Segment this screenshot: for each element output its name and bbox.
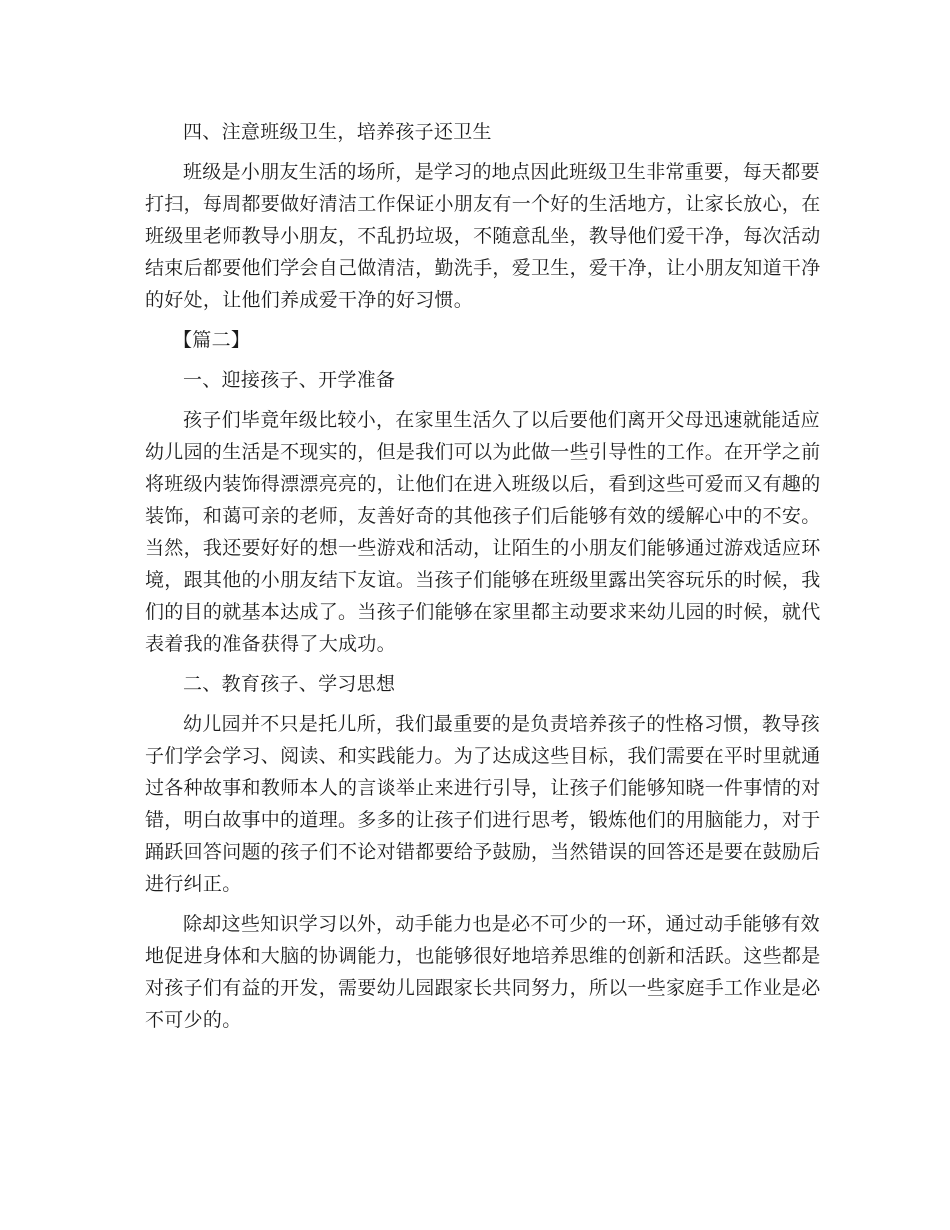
text-line: 错，明白故事中的道理。多多的让孩子们进行思考，锻炼他们的用脑能力，对于 bbox=[145, 809, 821, 831]
section-heading bbox=[145, 116, 805, 156]
text-line: 四、注意班级卫生，培养孩子还卫生 bbox=[183, 121, 492, 143]
paragraph-gap bbox=[145, 900, 805, 908]
text-line: 当然，我还要好好的想一些游戏和活动，让陌生的小朋友们能够通过游戏适应环 bbox=[145, 537, 821, 559]
text-line: 不可少的。 bbox=[145, 1009, 242, 1031]
paragraph bbox=[145, 156, 821, 324]
section-marker bbox=[145, 324, 805, 364]
text-line: 进行纠正。 bbox=[145, 873, 242, 895]
text-line: 打扫，每周都要做好清洁工作保证小朋友有一个好的生活地方，让家长放心，在 bbox=[145, 193, 821, 215]
text-line: 的好处，让他们养成爱干净的好习惯。 bbox=[145, 289, 474, 311]
text-line: 班级里老师教导小朋友，不乱扔垃圾，不随意乱坐，教导他们爱干净，每次活动 bbox=[145, 225, 821, 247]
text-line: 们的目的就基本达成了。当孩子们能够在家里都主动要求来幼儿园的时候，就代 bbox=[145, 601, 821, 623]
paragraph-gap bbox=[145, 396, 805, 404]
paragraph bbox=[145, 708, 821, 908]
text-line: 装饰，和蔼可亲的老师，友善好奇的其他孩子们后能够有效的缓解心中的不安。 bbox=[145, 505, 821, 527]
paragraph-gap bbox=[145, 356, 805, 364]
section-heading bbox=[145, 668, 805, 708]
paragraph-gap bbox=[145, 316, 805, 324]
text-line: 班级是小朋友生活的场所，是学习的地点因此班级卫生非常重要，每天都要 bbox=[183, 161, 820, 183]
text-line: 表着我的准备获得了大成功。 bbox=[145, 633, 396, 655]
text-line: 除却这些知识学习以外，动手能力也是必不可少的一环，通过动手能够有效 bbox=[183, 913, 820, 935]
paragraph-gap bbox=[145, 148, 805, 156]
text-line: 一、迎接孩子、开学准备 bbox=[183, 369, 396, 391]
text-line: 幼儿园并不只是托儿所，我们最重要的是负责培养孩子的性格习惯，教导孩 bbox=[183, 713, 820, 735]
text-line: 孩子们毕竟年级比较小，在家里生活久了以后要他们离开父母迅速就能适应 bbox=[183, 409, 820, 431]
text-line: 结束后都要他们学会自己做清洁，勤洗手，爱卫生，爱干净，让小朋友知道干净 bbox=[145, 257, 821, 279]
text-line: 踊跃回答问题的孩子们不论对错都要给予鼓励，当然错误的回答还是要在鼓励后 bbox=[145, 841, 821, 863]
paragraph-gap bbox=[145, 700, 805, 708]
text-line: 地促进身体和大脑的协调能力，也能够很好地培养思维的创新和活跃。这些都是 bbox=[145, 945, 821, 967]
document-body bbox=[145, 116, 821, 1044]
text-line: 子们学会学习、阅读、和实践能力。为了达成这些目标，我们需要在平时里就通 bbox=[145, 745, 821, 767]
text-line: 二、教育孩子、学习思想 bbox=[183, 673, 396, 695]
paragraph bbox=[145, 908, 821, 1044]
paragraph-gap bbox=[145, 660, 805, 668]
paragraph-gap bbox=[145, 1036, 805, 1044]
paragraph bbox=[145, 404, 821, 668]
text-line: 过各种故事和教师本人的言谈举止来进行引导，让孩子们能够知晓一件事情的对 bbox=[145, 777, 821, 799]
text-line: 对孩子们有益的开发，需要幼儿园跟家长共同努力，所以一些家庭手工作业是必 bbox=[145, 977, 821, 999]
text-line: 境，跟其他的小朋友结下友谊。当孩子们能够在班级里露出笑容玩乐的时候，我 bbox=[145, 569, 821, 591]
text-line: 将班级内装饰得漂漂亮亮的，让他们在进入班级以后，看到这些可爱而又有趣的 bbox=[145, 473, 821, 495]
text-line: 【篇二】 bbox=[173, 329, 251, 351]
text-line: 幼儿园的生活是不现实的，但是我们可以为此做一些引导性的工作。在开学之前 bbox=[145, 441, 821, 463]
section-heading bbox=[145, 364, 805, 404]
